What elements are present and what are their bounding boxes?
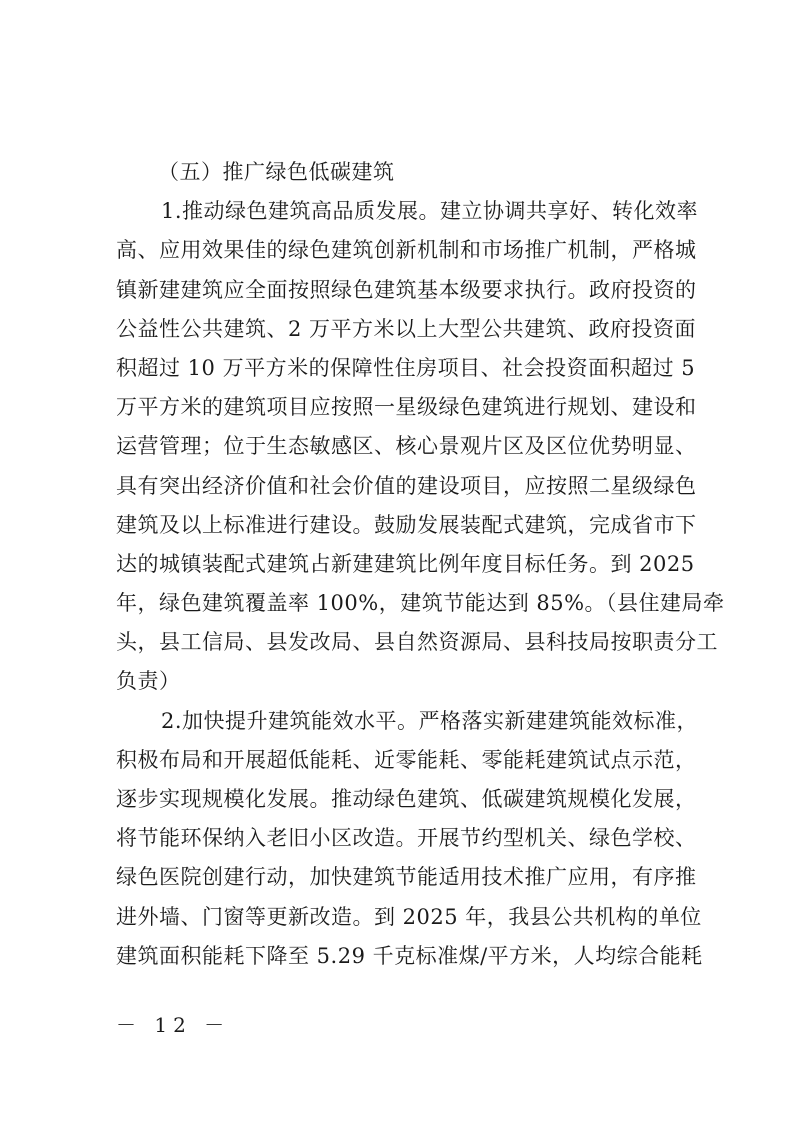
paragraph-building-energy-efficiency bbox=[116, 702, 703, 976]
paragraph-line: 建筑面积能耗下降至 5.29 千克标准煤/平方米，人均综合能耗 bbox=[116, 943, 703, 968]
paragraph-line: 万平方米的建筑项目应按照一星级绿色建筑进行规划、建设和 bbox=[116, 395, 697, 420]
paragraph-line: 建筑及以上标准进行建设。鼓励发展装配式建筑，完成省市下 bbox=[116, 512, 697, 537]
paragraph-line: 积极布局和开展超低能耗、近零能耗、零能耗建筑试点示范， bbox=[116, 747, 697, 772]
paragraph-line: 逐步实现规模化发展。推动绿色建筑、低碳建筑规模化发展， bbox=[116, 787, 697, 811]
paragraph-line: 进外墙、门窗等更新改造。到 2025 年，我县公共机构的单位 bbox=[116, 904, 702, 929]
paragraph-line: 1.推动绿色建筑高品质发展。建立协调共享好、转化效率 bbox=[161, 199, 699, 224]
section-heading: （五）推广绿色低碳建筑 bbox=[158, 160, 395, 184]
paragraph-line: 将节能环保纳入老旧小区改造。开展节约型机关、绿色学校、 bbox=[116, 826, 697, 851]
page-number: － 12 － bbox=[116, 1013, 231, 1037]
paragraph-line: 积超过 10 万平方米的保障性住房项目、社会投资面积超过 5 bbox=[116, 355, 696, 380]
paragraph-line: 负责） bbox=[116, 669, 181, 694]
paragraph-line: 镇新建建筑应全面按照绿色建筑基本级要求执行。政府投资的 bbox=[116, 277, 697, 302]
paragraph-line: 达的城镇装配式建筑占新建建筑比例年度目标任务。到 2025 bbox=[116, 551, 695, 576]
paragraph-green-building-quality bbox=[116, 192, 725, 701]
paragraph-line: 具有突出经济价值和社会价值的建设项目，应按照二星级绿色 bbox=[116, 473, 697, 498]
paragraph-line: 公益性公共建筑、2 万平方米以上大型公共建筑、政府投资面 bbox=[116, 316, 697, 341]
document-body bbox=[116, 153, 725, 976]
paragraph-line: 运营管理；位于生态敏感区、核心景观片区及区位优势明显、 bbox=[116, 434, 697, 459]
paragraph-line: 高、应用效果佳的绿色建筑创新机制和市场推广机制，严格城 bbox=[116, 238, 697, 263]
paragraph-line: 2.加快提升建筑能效水平。严格落实新建建筑能效标准， bbox=[161, 708, 699, 733]
paragraph-line: 头，县工信局、县发改局、县自然资源局、县科技局按职责分工 bbox=[116, 630, 718, 655]
paragraph-line: 绿色医院创建行动，加快建筑节能适用技术推广应用，有序推 bbox=[116, 865, 697, 890]
paragraph-line: 年，绿色建筑覆盖率 100%，建筑节能达到 85%。（县住建局牵 bbox=[116, 591, 725, 616]
